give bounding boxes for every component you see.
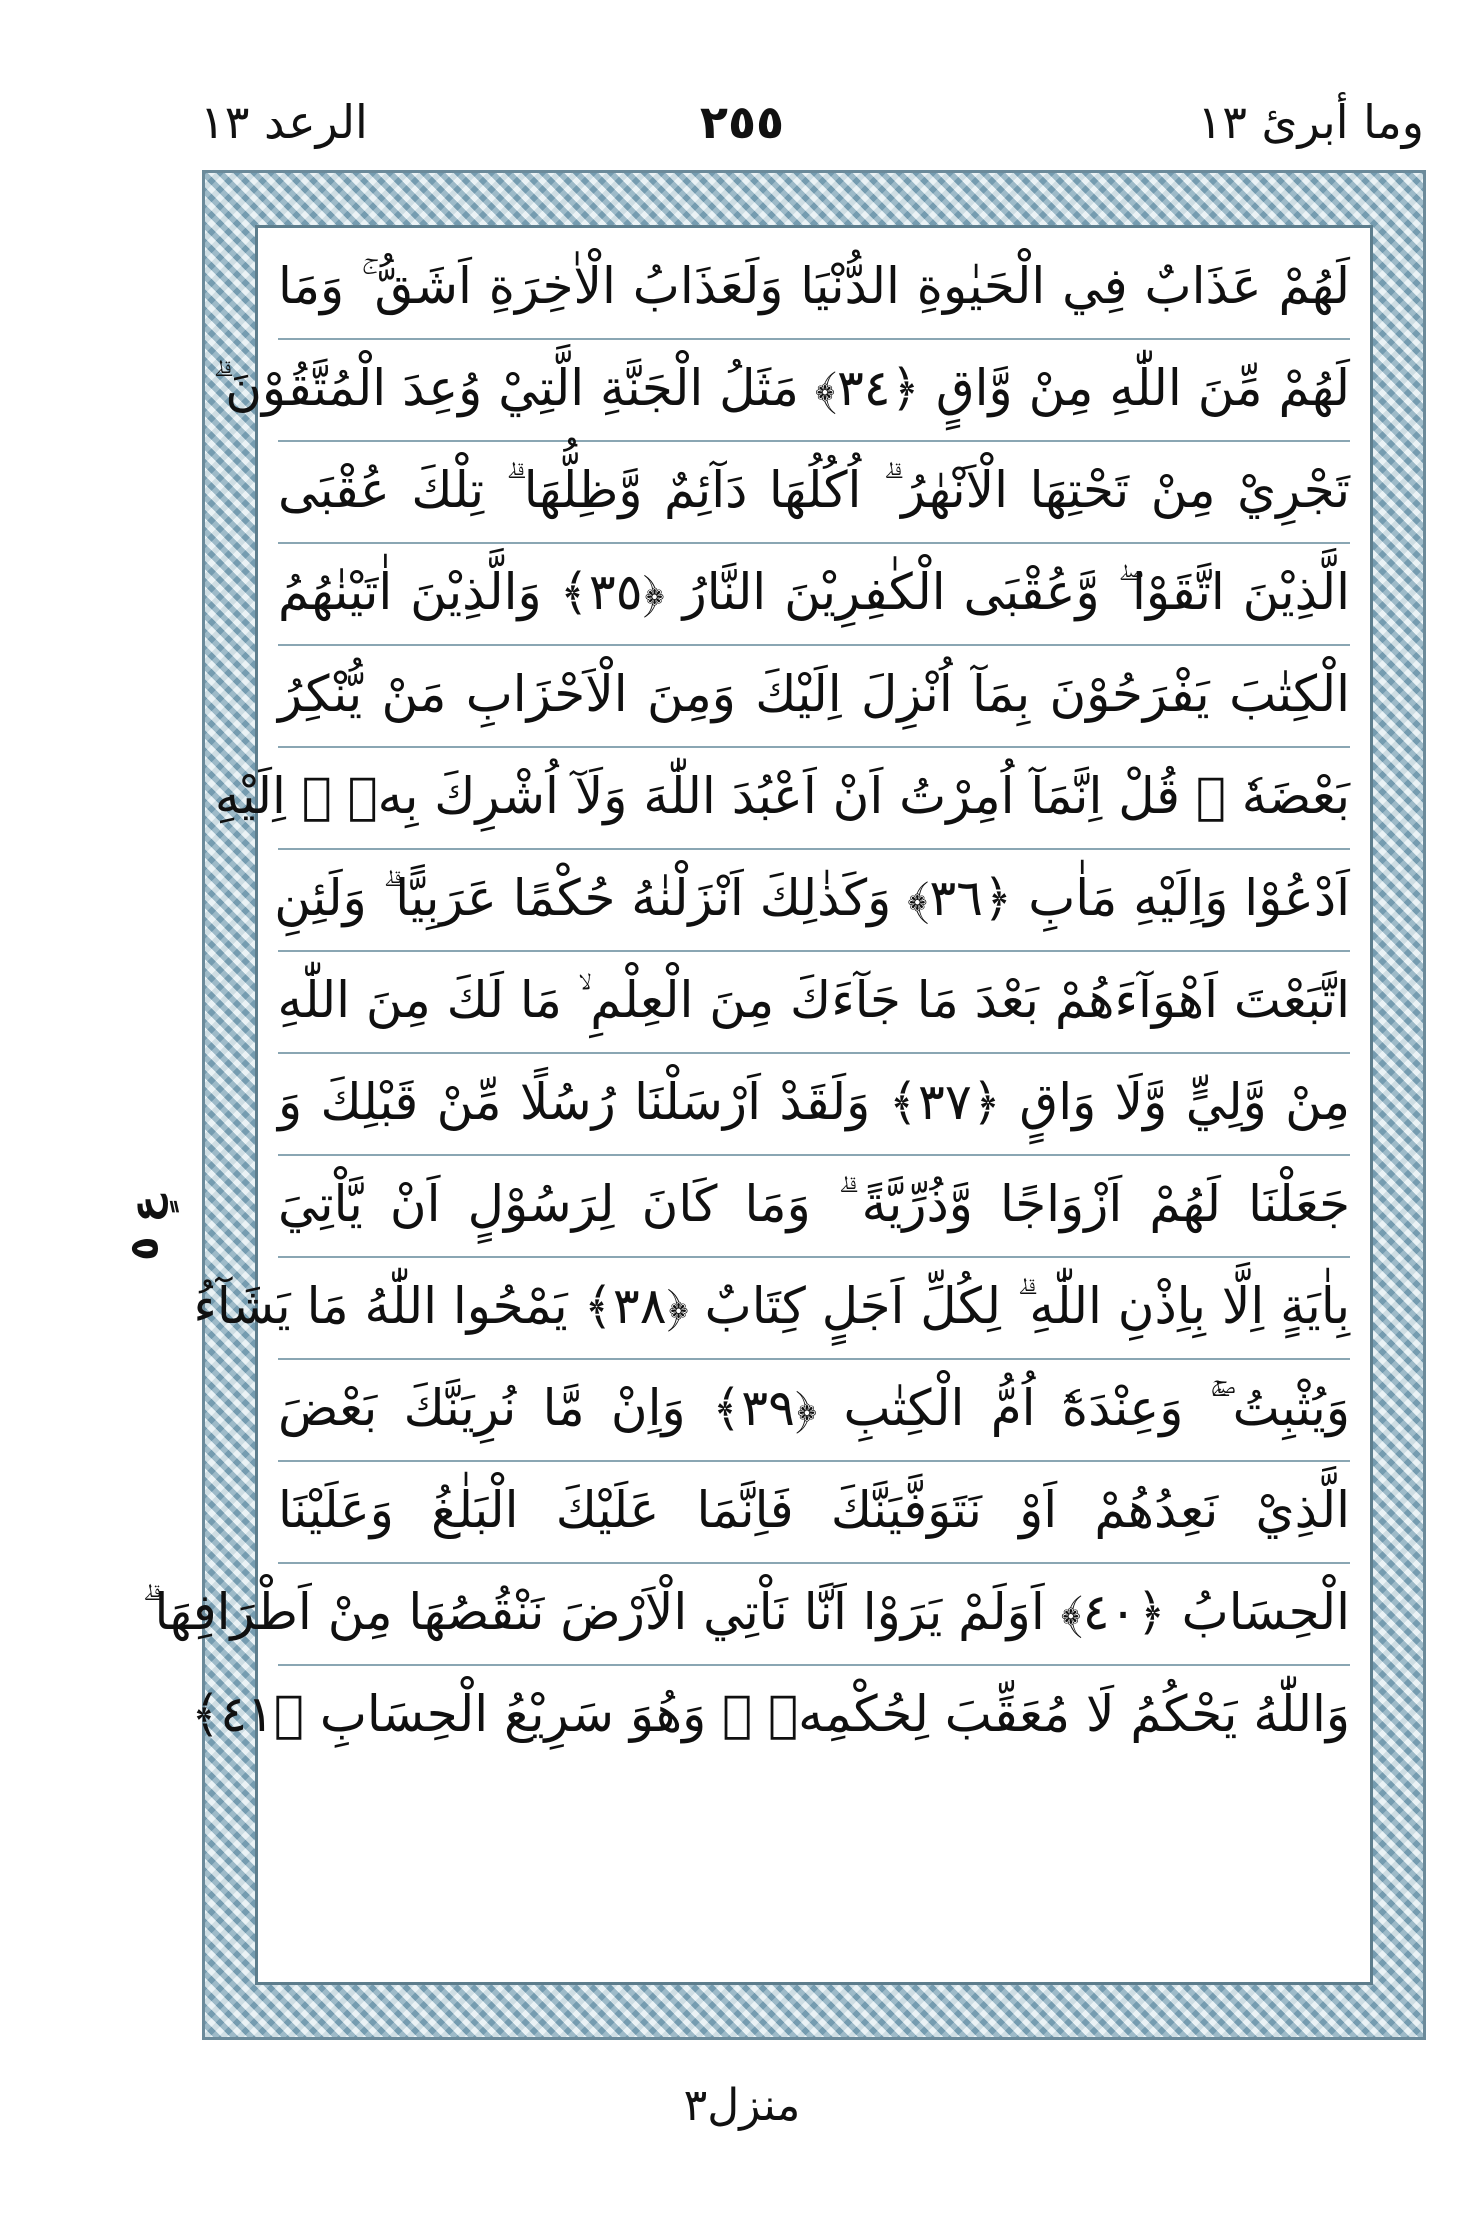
manzil-label: منزل٣ [683,2080,801,2131]
surah-name: الرعد ١٣ [200,95,368,149]
ruku-marker: عٍ ٥ [121,1195,168,1261]
verse-line-10: جَعَلْنَا لَهُمْ اَزْوَاجًا وَّذُرِّيَّةً ۗ وَمَا كَانَ لِرَسُوْلٍ اَنْ يَّاْتِيَ [278,1154,1350,1258]
verse-line-11: بِاٰيَةٍ اِلَّا بِاِذْنِ اللّٰهِ ۗ لِكُلِّ اَجَلٍ كِتَابٌ ﴿٣٨﴾ يَمْحُوا اللّٰهُ مَا يَشَآءُ [278,1256,1350,1360]
verse-line-4: الَّذِيْنَ اتَّقَوْا ۖ وَّعُقْبَى الْكٰفِرِيْنَ النَّارُ ﴿٣٥﴾ وَالَّذِيْنَ اٰتَيْنٰهُمُ [278,542,1350,646]
juz-name: وما أبرئ ١٣ [1197,95,1424,149]
verse-line-5: الْكِتٰبَ يَفْرَحُوْنَ بِمَآ اُنْزِلَ اِلَيْكَ وَمِنَ الْاَحْزَابِ مَنْ يُّنْكِرُ [278,644,1350,748]
verse-line-3: تَجْرِيْ مِنْ تَحْتِهَا الْاَنْهٰرُ ۗ اُكُلُهَا دَآئِمٌ وَّظِلُّهَا ۗ تِلْكَ عُقْبَى [278,440,1350,544]
verse-line-14: الْحِسَابُ ﴿٤٠﴾ اَوَلَمْ يَرَوْا اَنَّا نَاْتِي الْاَرْضَ نَنْقُصُهَا مِنْ اَطْرَافِهَا ۗ [278,1562,1350,1666]
verse-line-8: اتَّبَعْتَ اَهْوَآءَهُمْ بَعْدَ مَا جَآءَكَ مِنَ الْعِلْمِ ۙ مَا لَكَ مِنَ اللّٰهِ [278,950,1350,1054]
verse-line-12: وَيُثْبِتُ ۖۚ وَعِنْدَهٗٓ اُمُّ الْكِتٰبِ ﴿٣٩﴾ وَاِنْ مَّا نُرِيَنَّكَ بَعْضَ [278,1358,1350,1462]
verse-line-6: بَعْضَهٗ ۗ قُلْ اِنَّمَآ اُمِرْتُ اَنْ اَعْبُدَ اللّٰهَ وَلَآ اُشْرِكَ بِهٖ ۗ اِلَيْهِ [278,746,1350,850]
verse-line-15: وَاللّٰهُ يَحْكُمُ لَا مُعَقِّبَ لِحُكْمِهٖ ۗ وَهُوَ سَرِيْعُ الْحِسَابِ ﴿٤١﴾ [190,1685,1350,1743]
verse-line-9: مِنْ وَّلِيٍّ وَّلَا وَاقٍ ﴿٣٧﴾ وَلَقَدْ اَرْسَلْنَا رُسُلًا مِّنْ قَبْلِكَ وَ [278,1052,1350,1156]
page-number: ٢٥٥ [699,95,785,149]
verse-line-7: اَدْعُوْا وَاِلَيْهِ مَاٰبِ ﴿٣٦﴾ وَكَذٰلِكَ اَنْزَلْنٰهُ حُكْمًا عَرَبِيًّا ۗ وَلَئِنِ [278,848,1350,952]
verse-line-2: لَهُمْ مِّنَ اللّٰهِ مِنْ وَّاقٍ ﴿٣٤﴾ مَثَلُ الْجَنَّةِ الَّتِيْ وُعِدَ الْمُتَّقُوْنَ ۗ [278,338,1350,442]
verse-line-1: لَهُمْ عَذَابٌ فِي الْحَيٰوةِ الدُّنْيَا وَلَعَذَابُ الْاٰخِرَةِ اَشَقُّ ۚ وَمَا [278,236,1350,340]
verse-line-13: الَّذِيْ نَعِدُهُمْ اَوْ نَتَوَفَّيَنَّكَ فَاِنَّمَا عَلَيْكَ الْبَلٰغُ وَعَلَيْنَا [278,1460,1350,1564]
